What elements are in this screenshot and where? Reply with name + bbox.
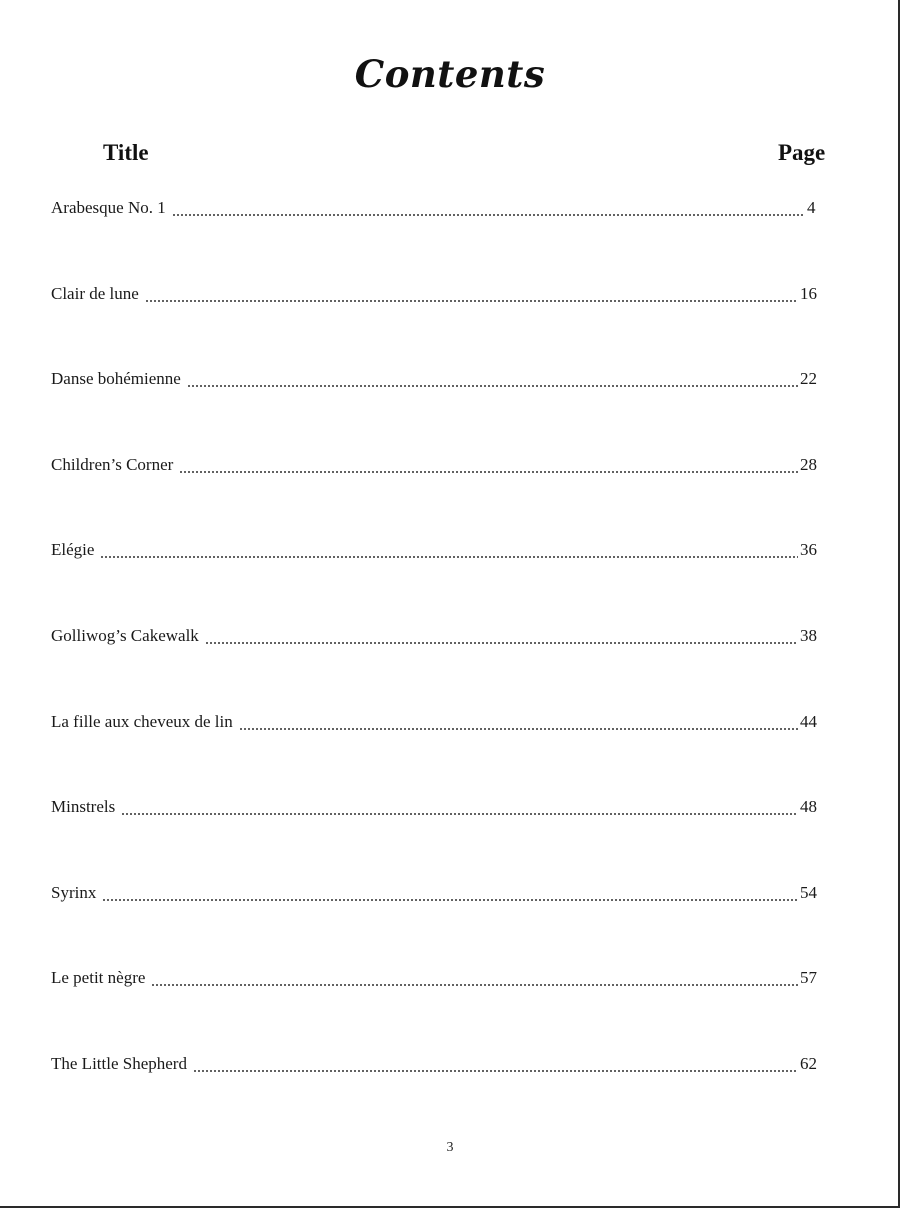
toc-entry-title: Children’s Corner bbox=[51, 454, 174, 474]
toc-entry-page: 38 bbox=[800, 625, 817, 645]
page-column-header: Page bbox=[778, 140, 826, 165]
toc-entry bbox=[51, 538, 817, 624]
dot-leader bbox=[187, 367, 798, 391]
toc-entry bbox=[51, 710, 817, 796]
toc-entry-title: Minstrels bbox=[51, 797, 116, 817]
toc-entry-title: Golliwog’s Cakewalk bbox=[51, 625, 199, 645]
page-number: 3 bbox=[446, 1140, 454, 1155]
page-title: Contents bbox=[354, 52, 546, 96]
dot-leader bbox=[145, 282, 798, 306]
toc-entry-title: Danse bohémienne bbox=[51, 369, 181, 389]
toc-entry bbox=[51, 624, 817, 710]
toc-entry-page: 54 bbox=[800, 882, 817, 902]
toc-entry bbox=[51, 1052, 817, 1138]
toc-entry-title: Syrinx bbox=[51, 882, 97, 902]
toc-entry bbox=[51, 881, 817, 967]
toc-entry-page: 62 bbox=[800, 1053, 817, 1073]
dot-leader bbox=[100, 538, 798, 562]
dot-leader bbox=[172, 196, 805, 220]
toc-entry-page: 4 bbox=[807, 198, 816, 217]
toc-entry-title: Arabesque No. 1 bbox=[51, 198, 166, 217]
toc-entry-title: Elégie bbox=[51, 540, 95, 560]
toc-entry-page: 22 bbox=[800, 369, 817, 389]
dot-leader bbox=[193, 1052, 798, 1076]
toc-entry-page: 16 bbox=[800, 283, 817, 303]
toc-entry-title: La fille aux cheveux de lin bbox=[51, 711, 233, 731]
toc-entry bbox=[51, 453, 817, 539]
toc-entry bbox=[51, 966, 817, 1052]
toc-entry-title: The Little Shepherd bbox=[51, 1053, 187, 1073]
toc-entry bbox=[51, 795, 817, 881]
table-of-contents bbox=[51, 196, 817, 1138]
toc-entry-page: 44 bbox=[800, 711, 817, 731]
toc-entry-title: Clair de lune bbox=[51, 283, 139, 303]
dot-leader bbox=[205, 624, 798, 648]
dot-leader bbox=[179, 453, 798, 477]
toc-entry bbox=[51, 196, 817, 282]
toc-entry-page: 28 bbox=[800, 454, 817, 474]
toc-entry bbox=[51, 367, 817, 453]
toc-entry-page: 57 bbox=[800, 968, 817, 988]
dot-leader bbox=[239, 710, 798, 734]
toc-entry-title: Le petit nègre bbox=[51, 968, 146, 988]
toc-entry bbox=[51, 282, 817, 368]
dot-leader bbox=[121, 795, 798, 819]
toc-entry-page: 36 bbox=[800, 540, 817, 560]
dot-leader bbox=[151, 966, 798, 990]
dot-leader bbox=[102, 881, 798, 905]
title-column-header: Title bbox=[103, 140, 149, 165]
toc-entry-page: 48 bbox=[800, 797, 817, 817]
